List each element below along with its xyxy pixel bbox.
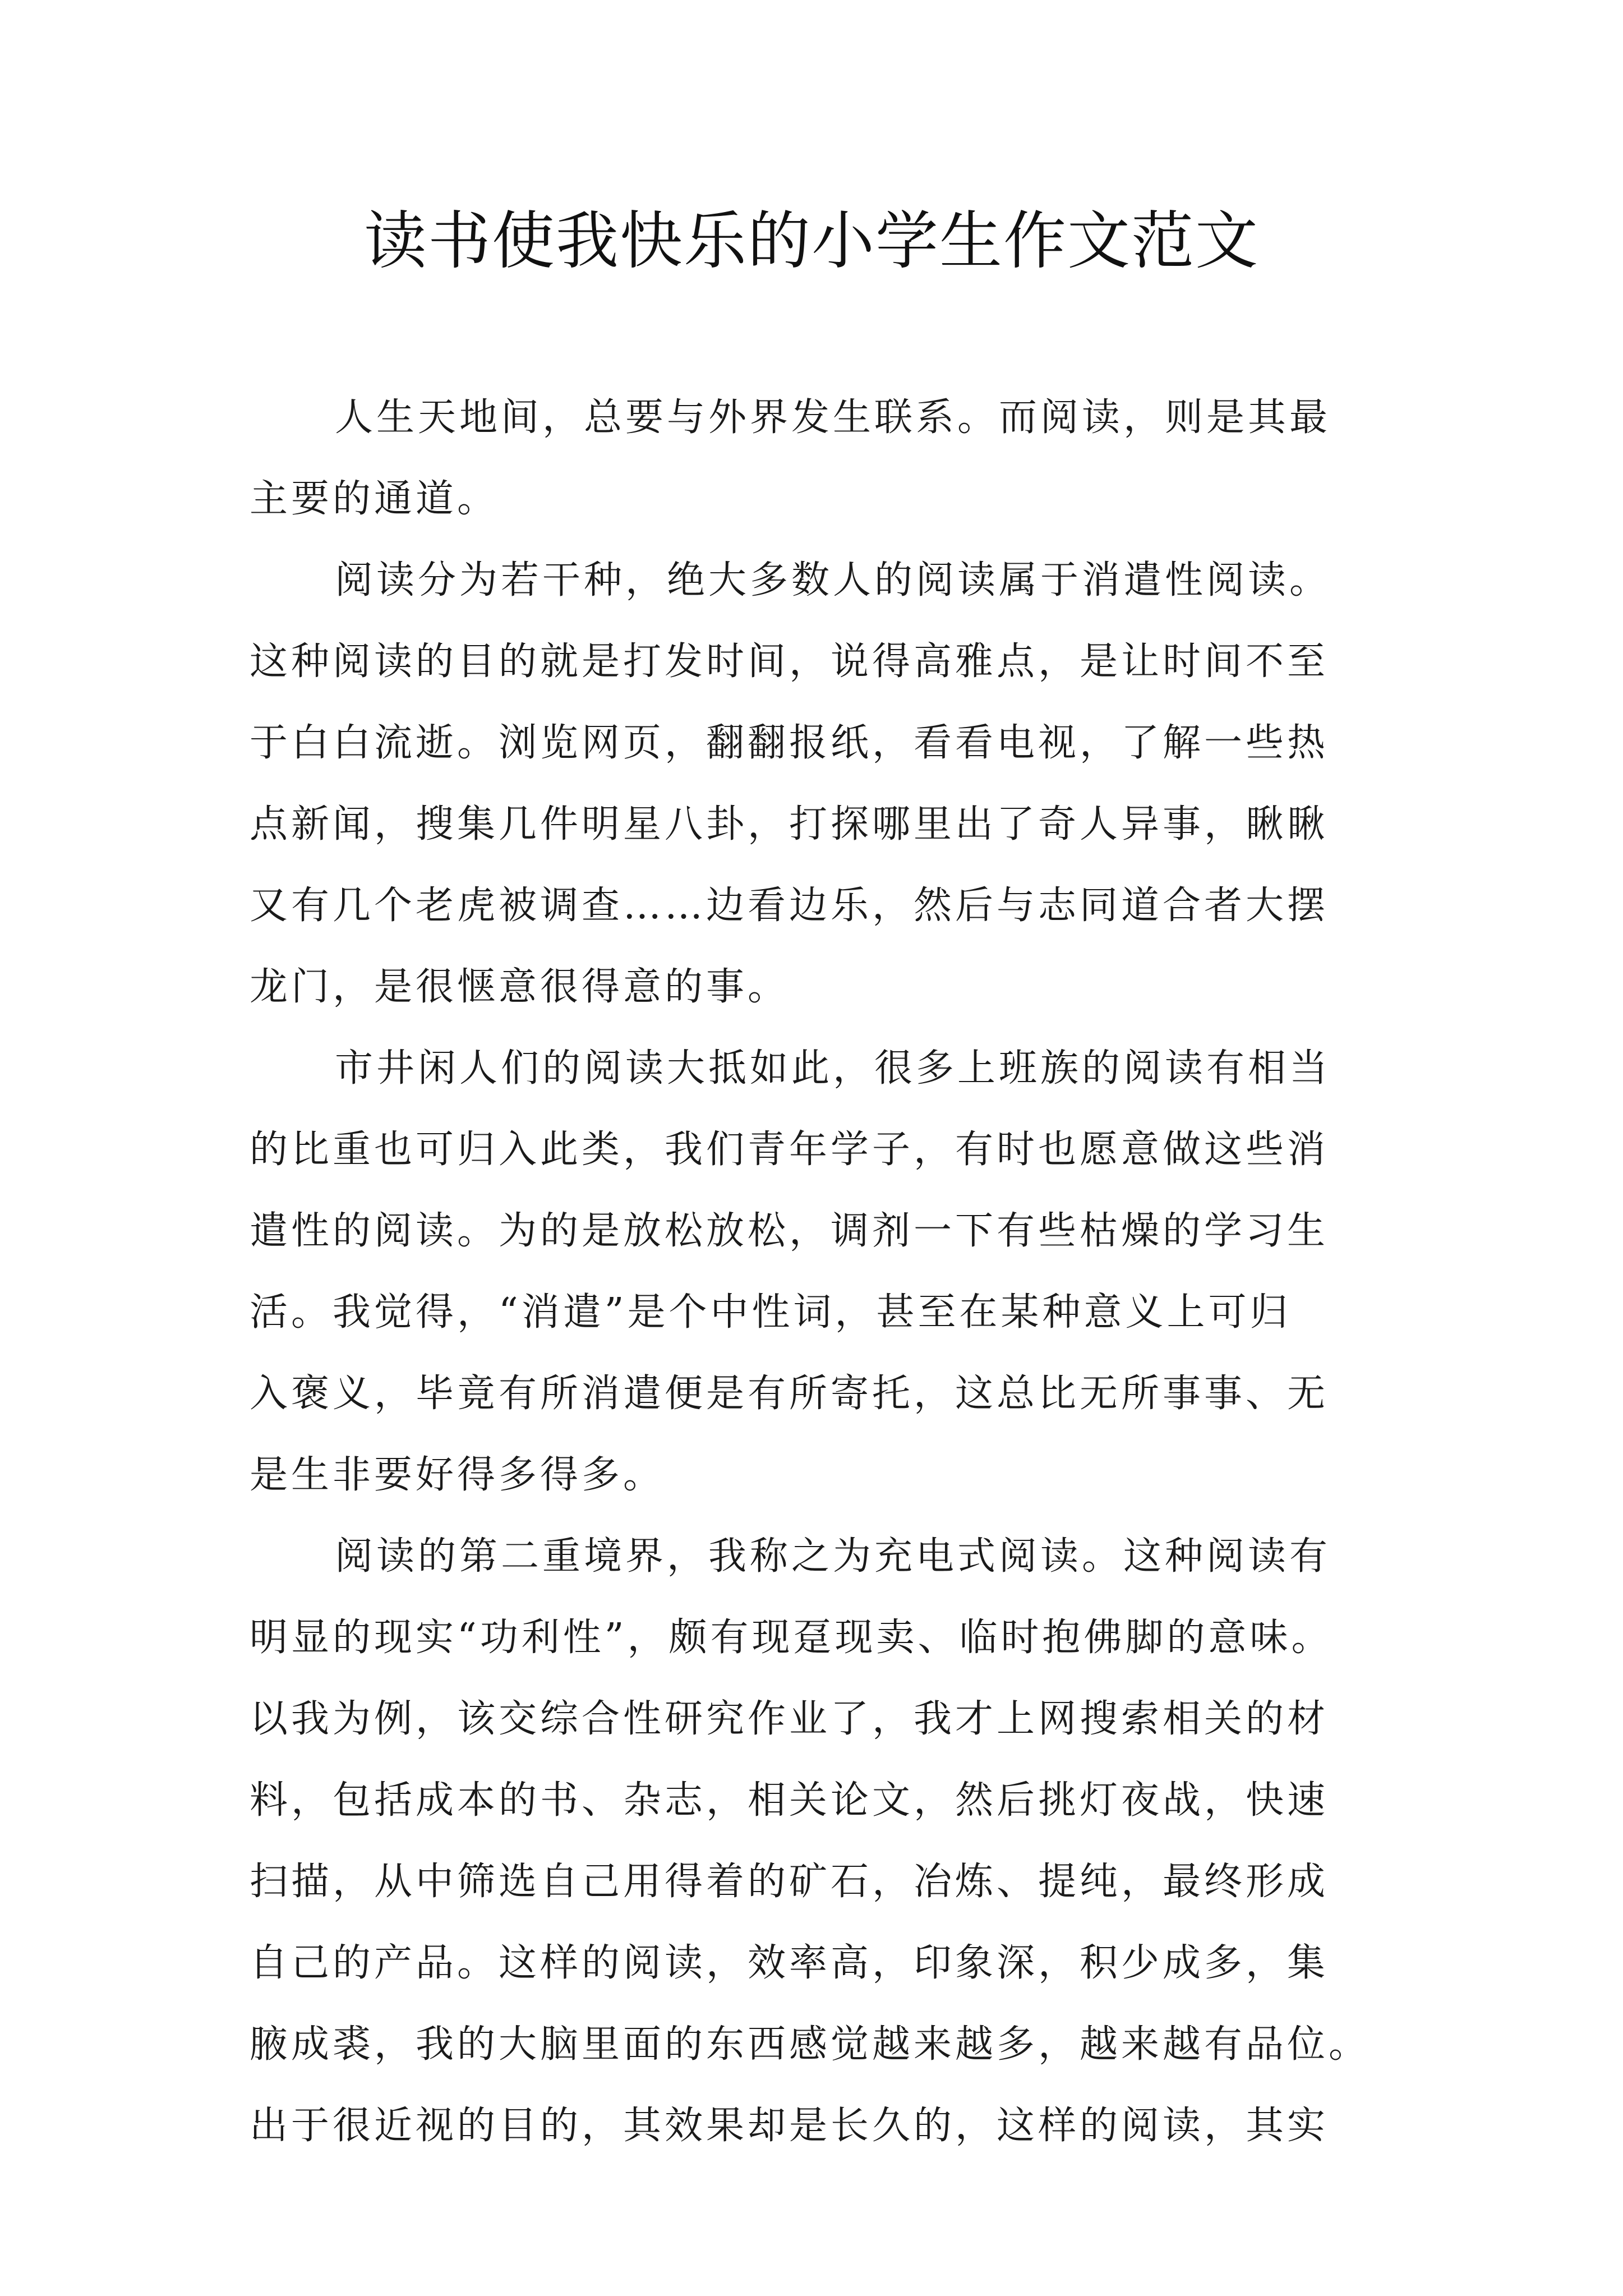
text-line: 以我为例，该交综合性研究作业了，我才上网搜索相关的材	[250, 1697, 1329, 1741]
text-line: 明显的现实“功利性”，颇有现趸现卖、临时抱佛脚的意味。	[250, 1616, 1333, 1660]
text-line: 的比重也可归入此类，我们青年学子，有时也愿意做这些消	[250, 1128, 1329, 1172]
text-line: 又有几个老虎被调查……边看边乐，然后与志同道合者大摆	[250, 884, 1329, 928]
text-line: 是生非要好得多得多。	[250, 1453, 665, 1497]
text-line: 活。我觉得，“消遣”是个中性词，甚至在某种意义上可归	[250, 1290, 1292, 1335]
text-line: 阅读分为若干种，绝大多数人的阅读属于消遣性阅读。	[335, 558, 1331, 602]
text-line: 主要的通道。	[250, 477, 499, 521]
text-line: 扫描，从中筛选自己用得着的矿石，冶炼、提纯，最终形成	[250, 1860, 1329, 1904]
text-line: 入褒义，毕竟有所消遣便是有所寄托，这总比无所事事、无	[250, 1372, 1329, 1416]
text-line: 腋成裘，我的大脑里面的东西感觉越来越多，越来越有品位。	[250, 2022, 1371, 2067]
text-line: 点新闻，搜集几件明星八卦，打探哪里出了奇人异事，瞅瞅	[250, 802, 1329, 846]
text-line: 自己的产品。这样的阅读，效率高，印象深，积少成多，集	[250, 1941, 1329, 1985]
text-line: 于白白流逝。浏览网页，翻翻报纸，看看电视，了解一些热	[250, 721, 1329, 765]
text-line: 这种阅读的目的就是打发时间，说得高雅点，是让时间不至	[250, 639, 1329, 684]
text-line: 市井闲人们的阅读大抵如此，很多上班族的阅读有相当	[335, 1046, 1331, 1091]
document-title: 读书使我快乐的小学生作文范文	[364, 205, 1259, 278]
document-body	[250, 377, 1394, 2166]
text-line: 料，包括成本的书、杂志，相关论文，然后挑灯夜战，快速	[250, 1778, 1329, 1823]
text-line: 出于很近视的目的，其效果却是长久的，这样的阅读，其实	[250, 2104, 1329, 2148]
text-line: 人生天地间，总要与外界发生联系。而阅读，则是其最	[335, 395, 1331, 440]
text-line: 龙门，是很惬意很得意的事。	[250, 965, 790, 1009]
text-line: 阅读的第二重境界，我称之为充电式阅读。这种阅读有	[335, 1534, 1331, 1579]
text-line: 遣性的阅读。为的是放松放松，调剂一下有些枯燥的学习生	[250, 1209, 1329, 1253]
